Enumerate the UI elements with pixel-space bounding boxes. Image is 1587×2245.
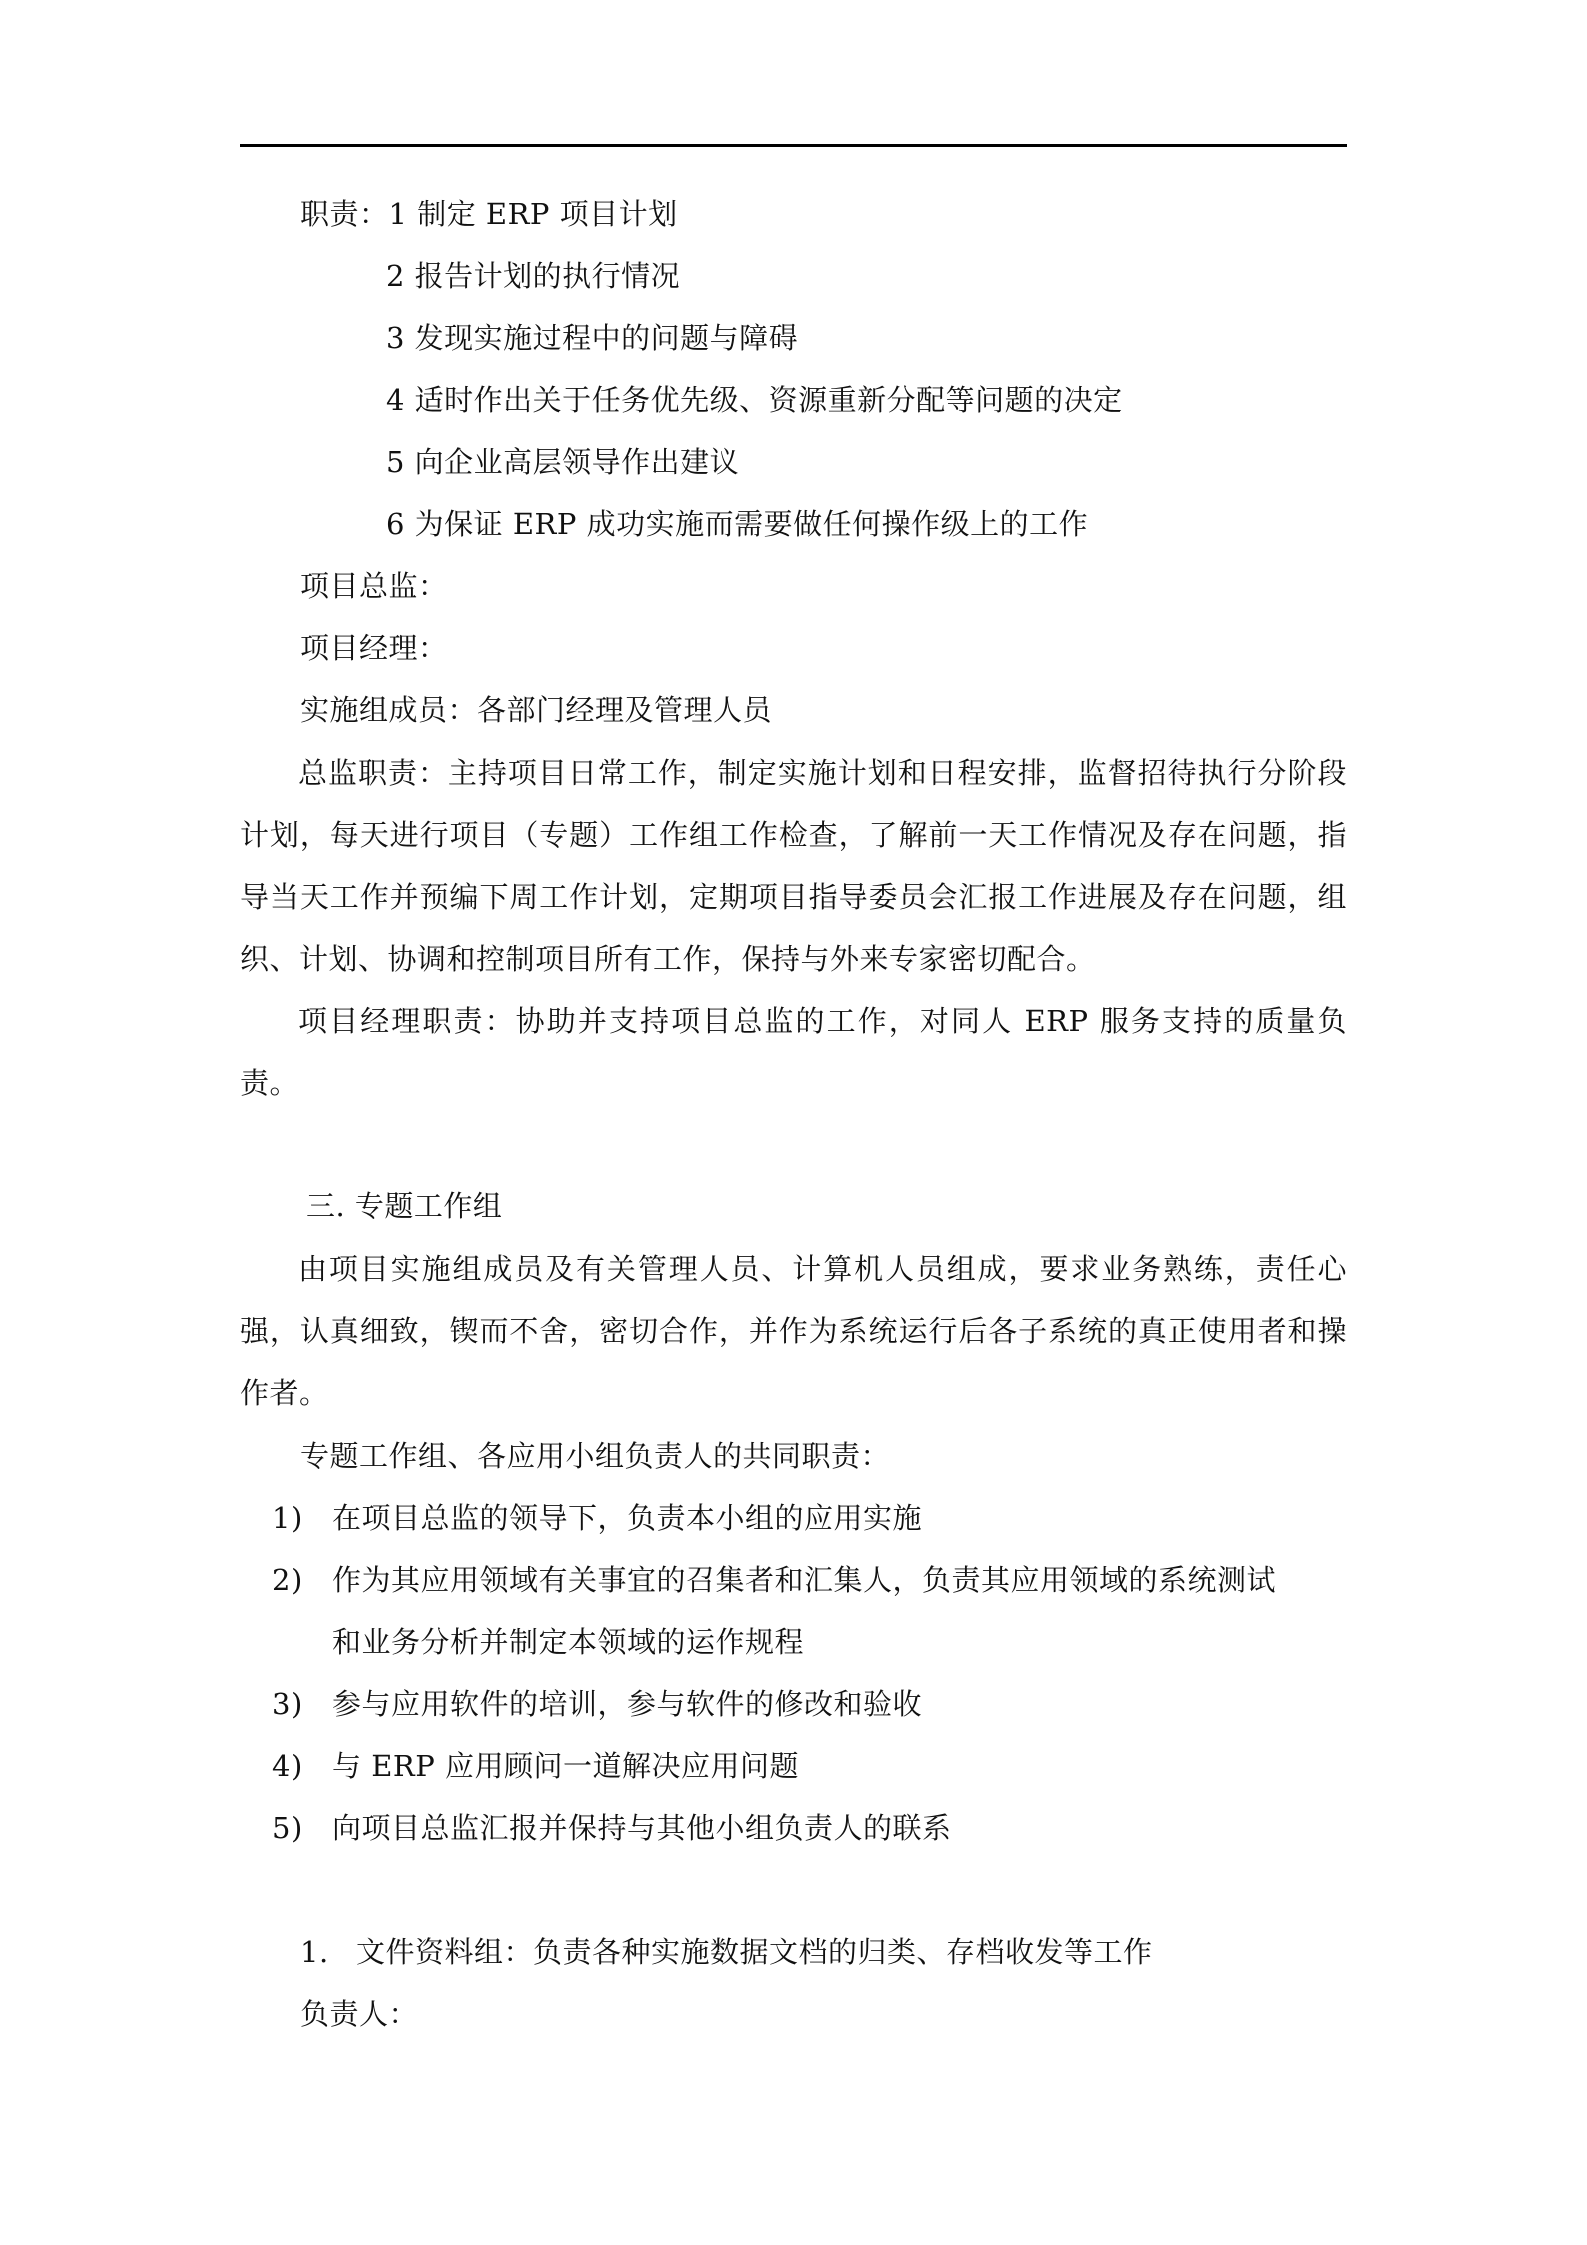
list-item: 1) 在项目总监的领导下，负责本小组的应用实施	[272, 1501, 923, 1535]
role-members: 实施组成员：各部门经理及管理人员	[300, 693, 773, 727]
role-director: 项目总监：	[300, 569, 448, 603]
duties-item-3: 3 发现实施过程中的问题与障碍	[386, 321, 799, 355]
duties-item-2: 2 报告计划的执行情况	[386, 259, 681, 293]
duties-item-5: 5 向企业高层领导作出建议	[386, 445, 740, 479]
director-duties-paragraph: 总监职责：主持项目日常工作，制定实施计划和日程安排，监督招待执行分阶段计划，每天进行项目（专题）工作组工作检查，了解前一天工作情况及存在问题，指导当天工作并预编下周工作计划，定期项目指导委员会汇报工作进展及存在问题，组织、计划、协调和控制项目所有工作，保持与外来专家密切配合。	[240, 756, 1347, 976]
section-intro-paragraph: 由项目实施组成员及有关管理人员、计算机人员组成，要求业务熟练，责任心强，认真细致，锲而不舍，密切合作，并作为系统运行后各子系统的真正使用者和操作者。	[240, 1252, 1347, 1410]
manager-duties-paragraph: 项目经理职责：协助并支持项目总监的工作，对同人 ERP 服务支持的质量负责。	[240, 1004, 1347, 1100]
duties-item-1: 职责：1 制定 ERP 项目计划	[300, 197, 678, 231]
list-item: 4) 与 ERP 应用顾问一道解决应用问题	[272, 1749, 799, 1783]
group-owner-label: 负责人：	[300, 1997, 419, 2031]
list-item-continuation: 和业务分析并制定本领域的运作规程	[332, 1625, 805, 1659]
section-heading: 三. 专题工作组	[306, 1189, 503, 1223]
duties-item-6: 6 为保证 ERP 成功实施而需要做任何操作级上的工作	[386, 507, 1089, 541]
list-item: 3) 参与应用软件的培训，参与软件的修改和验收	[272, 1687, 923, 1721]
list-item: 2) 作为其应用领域有关事宜的召集者和汇集人，负责其应用领域的系统测试	[272, 1563, 1277, 1597]
role-manager: 项目经理：	[300, 631, 448, 665]
duties-label: 职责：	[300, 197, 389, 231]
list-item: 5) 向项目总监汇报并保持与其他小组负责人的联系	[272, 1811, 952, 1845]
duties-item-4: 4 适时作出关于任务优先级、资源重新分配等问题的决定	[386, 383, 1123, 417]
common-duties-label: 专题工作组、各应用小组负责人的共同职责：	[300, 1439, 891, 1473]
header-rule	[240, 144, 1347, 147]
group-item: 1. 文件资料组：负责各种实施数据文档的归类、存档收发等工作	[300, 1935, 1153, 1969]
